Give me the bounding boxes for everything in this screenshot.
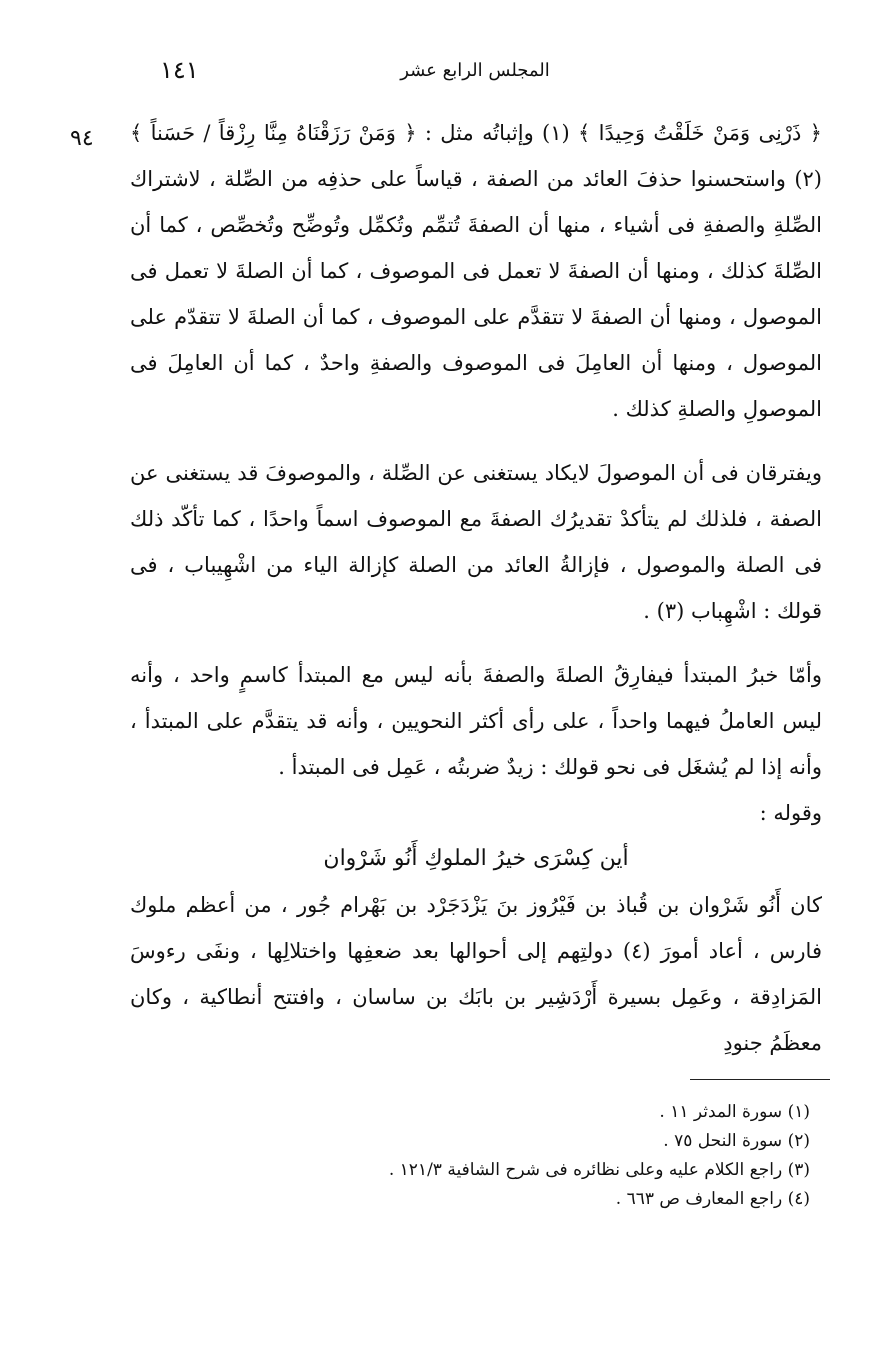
- margin-reference: ٩٤: [70, 126, 94, 151]
- verse-line: أين كِسْرَى خيرُ الملوكِ أَنُو شَرْوان: [323, 846, 629, 871]
- paragraph-2: ويفترقان فى أن الموصولَ لايكاد يستغنى عن الصِّلة ، والموصوفَ قد يستغنى عن الصفة ، فلذلك لم يتأكدْ تقديرُك الصفةَ مع الموصوف اسماً واحدًا ، كما تأكّد ذلك فى الصلة والموصول ، فإزالةُ العائد من الصلة كإزالة الياء من اشْهِيباب ، فى قولك : اشْهِباب (٣) .: [130, 461, 822, 623]
- footnote-3: (٣) راجع الكلام عليه وعلى نظائره فى شرح الشافية ١٢١/٣ .: [388, 1160, 810, 1180]
- page-number: ١٤١: [160, 56, 199, 84]
- page-header: [130, 56, 820, 86]
- paragraph-3: وأمّا خبرُ المبتدأ فيفارِقُ الصلةَ والصفةَ بأنه ليس مع المبتدأ كاسمٍ واحد ، وأنه ليس العاملُ فيهما واحداً ، على رأى أكثر النحويين ، وأنه قد يتقدَّم على المبتدأ ، وأنه إذا لم يُشغَل فى نحو قولك : زيدٌ ضربتُه ، عَمِل فى المبتدأ .: [130, 663, 822, 779]
- paragraph-5: كان أَنُو شَرْوان بن قُباذ بن فَيْرُوز بنَ يَزْدَجَرْد بن بَهْرام جُور ، من أعظم ملوك فارس ، أعاد أمورَ (٤) دولتِهم إلى أحوالها بعد ضعفِها واختلالِها ، ونفَى رءوسَ المَزادِقة ، وعَمِل بسيرة أَرْدَشِير بن بابَك بن ساسان ، وافتتح أنطاكية ، وكان معظَمُ جنودِ: [130, 893, 822, 1055]
- paragraph-1: ﴿ ذَرْنِى وَمَنْ خَلَقْتُ وَحِيدًا ﴾ (١) وإثباتُه مثل : ﴿ وَمَنْ رَزَقْنَاهُ مِنَّا رِزْقاً / حَسَناً ﴾ (٢) واستحسنوا حذفَ العائد من الصفة ، قياساً على حذفِه من الصِّلة ، لاشتراك الصِّلةِ والصفةِ فى أشياء ، منها أن الصفةَ تُتمِّم وتُكمِّل وتُوضِّح وتُخصِّص ، كما أن الصِّلةَ كذلك ، ومنها أن الصفةَ لا تعمل فى الموصوف ، كما أن الصلةَ لا تعمل فى الموصول ، ومنها أن الصفةَ لا تتقدَّم على الموصوف ، كما أن الصلةَ لا تتقدّم على الموصول ، ومنها أن العامِلَ فى الموصوف والصفةِ واحدٌ ، كما أن العامِلَ فى الموصولِ والصلةِ كذلك .: [130, 121, 822, 421]
- footnote-separator: [690, 1079, 830, 1080]
- main-text: [130, 110, 822, 1066]
- footnotes: [300, 1098, 810, 1214]
- footnote-4: (٤) راجع المعارف ص ٦٦٣ .: [615, 1189, 810, 1209]
- footnote-1: (١) سورة المدثر ١١ .: [659, 1102, 810, 1122]
- running-title: المجلس الرابع عشر: [400, 60, 550, 81]
- paragraph-4: وقوله :: [759, 801, 822, 825]
- footnote-2: (٢) سورة النحل ٧٥ .: [663, 1131, 810, 1151]
